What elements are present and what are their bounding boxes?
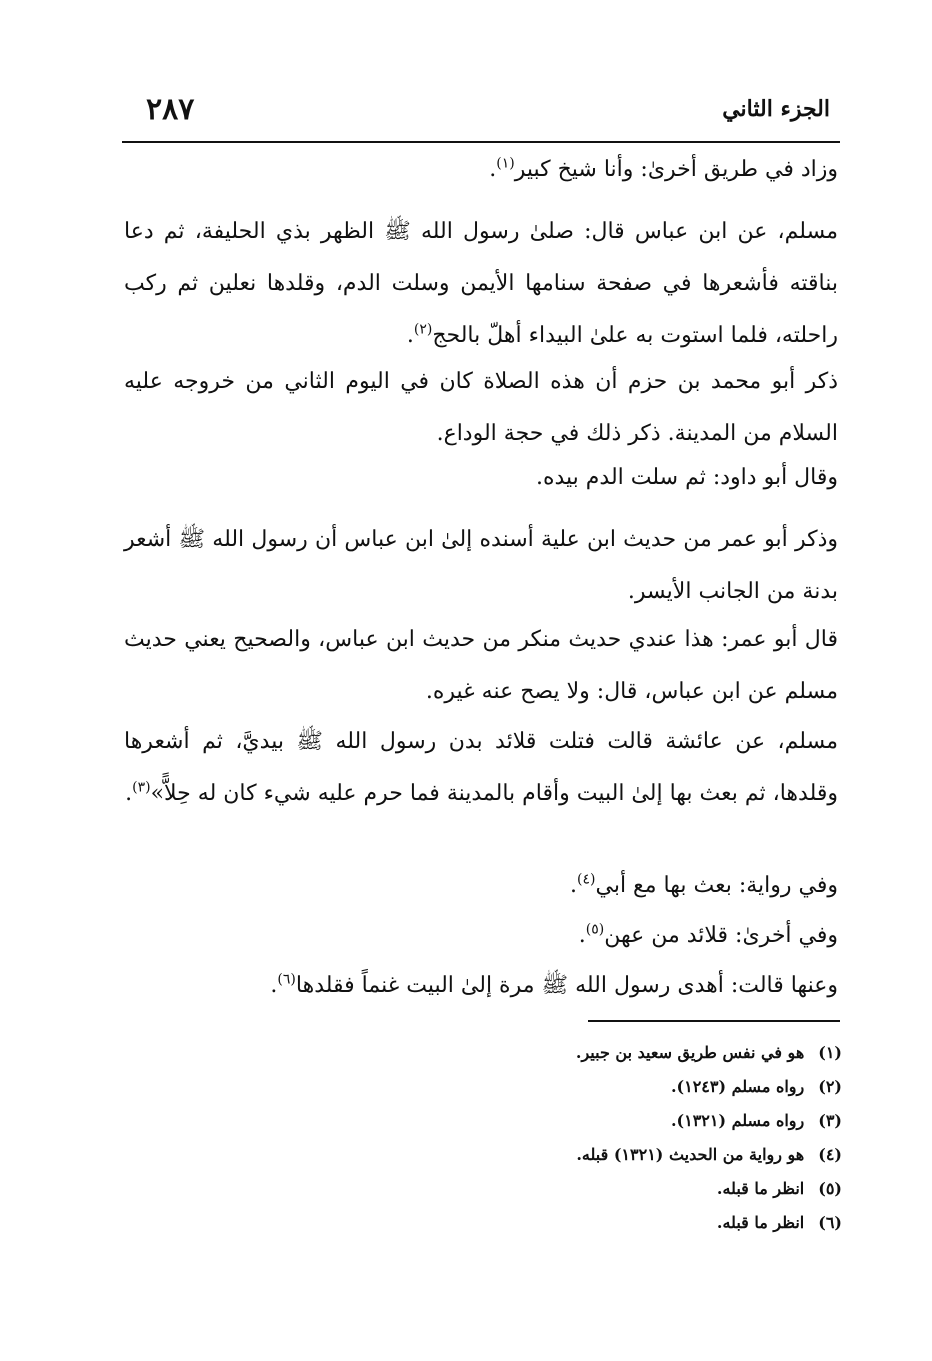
footnote-text: رواه مسلم (١٢٤٣). xyxy=(670,1077,805,1096)
footnote-ref: (٣) xyxy=(132,779,151,796)
footnote-text: هو في نفس طريق سعيد بن جبير. xyxy=(575,1043,805,1062)
page-number: ٢٨٧ xyxy=(146,92,195,127)
footnote-ref: (٥) xyxy=(585,921,605,938)
paragraph-text: وفي أخرىٰ: قلائد من عهن xyxy=(604,923,838,948)
paragraph-9: وفي أخرىٰ: قلائد من عهن$^{(٥)}$. xyxy=(578,921,838,948)
running-title: الجزء الثاني xyxy=(722,96,830,122)
footnote-ref: (٦) xyxy=(277,971,296,988)
footnote-number: (٤) xyxy=(818,1145,842,1164)
paragraph-7: مسلم، عن عائشة قالت فتلت قلائد بدن رسول الله ﷺ بيديَّ، ثم أشعرها وقلدها، ثم بعث بها إلىٰ البيت وأقام بالمدينة فما حرم عليه شيء كان له حِلاًّ»$^{(٣)}$. xyxy=(124,729,838,806)
page-header xyxy=(122,92,840,130)
paragraph-3 xyxy=(124,356,838,460)
footnotes xyxy=(282,1036,842,1240)
paragraph-text: ذكر أبو محمد بن حزم أن هذه الصلاة كان في اليوم الثاني من خروجه عليه السلام من المدينة. ذكر ذلك في حجة الوداع. xyxy=(124,369,838,446)
footnote-number: (٢) xyxy=(818,1077,842,1096)
paragraph-text: وزاد في طريق أخرىٰ: وأنا شيخ كبير xyxy=(514,157,838,182)
paragraph-4 xyxy=(124,452,838,504)
footnote-item xyxy=(282,1104,842,1138)
paragraph-text: وعنها قالت: أهدى رسول الله ﷺ مرة إلىٰ البيت غنماً فقلدها xyxy=(295,973,838,998)
paragraph-8: وفي رواية: بعث بها مع أبي$^{(٤)}$. xyxy=(570,871,838,898)
footnote-number: (٥) xyxy=(818,1179,842,1198)
paragraph-1: وزاد في طريق أخرىٰ: وأنا شيخ كبير$^{(١)}$. xyxy=(489,155,838,182)
paragraph-text: وذكر أبو عمر من حديث ابن علية أسنده إلىٰ ابن عباس أن رسول الله ﷺ أشعر بدنة من الجانب الأيسر. xyxy=(124,527,838,604)
footnote-text: انظر ما قبله. xyxy=(716,1213,805,1232)
footnote-number: (٦) xyxy=(818,1213,842,1232)
paragraph-text: قال أبو عمر: هذا عندي حديث منكر من حديث ابن عباس، والصحيح يعني حديث مسلم عن ابن عباس، قال: ولا يصح عنه غيره. xyxy=(124,627,838,704)
footnote-text: هو رواية من الحديث (١٣٢١) قبله. xyxy=(576,1145,805,1164)
paragraph-6 xyxy=(124,614,838,718)
footnote-separator xyxy=(588,1020,840,1022)
footnote-number: (٣) xyxy=(818,1111,842,1130)
footnote-ref: (١) xyxy=(496,155,515,172)
paragraph-10: وعنها قالت: أهدى رسول الله ﷺ مرة إلىٰ البيت غنماً فقلدها$^{(٦)}$. xyxy=(270,971,838,998)
paragraph-text: وقال أبو داود: ثم سلت الدم بيده. xyxy=(535,465,838,490)
paragraph-5 xyxy=(124,514,838,618)
header-rule xyxy=(122,141,840,143)
paragraph-2: مسلم، عن ابن عباس قال: صلىٰ رسول الله ﷺ الظهر بذي الحليفة، ثم دعا بناقته فأشعرها في صفحة سنامها الأيمن وسلت الدم، وقلدها نعلين ثم ركب راحلته، فلما استوت به علىٰ البيداء أهلّ بالحج$^{(٢)}$. xyxy=(124,219,838,348)
footnote-item xyxy=(282,1138,842,1172)
footnote-number: (١) xyxy=(818,1043,842,1062)
footnote-text: رواه مسلم (١٣٢١). xyxy=(670,1111,805,1130)
footnote-item xyxy=(282,1206,842,1240)
paragraph-text: مسلم، عن عائشة قالت فتلت قلائد بدن رسول الله ﷺ بيديَّ، ثم أشعرها وقلدها، ثم بعث بها إلىٰ البيت وأقام بالمدينة فما حرم عليه شيء كان له حِلاًّ» xyxy=(124,729,838,806)
paragraph-text: وفي رواية: بعث بها مع أبي xyxy=(595,873,838,898)
footnote-ref: (٤) xyxy=(577,871,596,888)
footnote-item xyxy=(282,1070,842,1104)
footnote-ref: (٢) xyxy=(413,321,433,338)
footnote-text: انظر ما قبله. xyxy=(716,1179,805,1198)
footnote-item xyxy=(282,1036,842,1070)
footnote-item xyxy=(282,1172,842,1206)
paragraph-text: مسلم، عن ابن عباس قال: صلىٰ رسول الله ﷺ الظهر بذي الحليفة، ثم دعا بناقته فأشعرها في صفحة سنامها الأيمن وسلت الدم، وقلدها نعلين ثم ركب راحلته، فلما استوت به علىٰ البيداء أهلّ بالحج xyxy=(124,219,838,348)
